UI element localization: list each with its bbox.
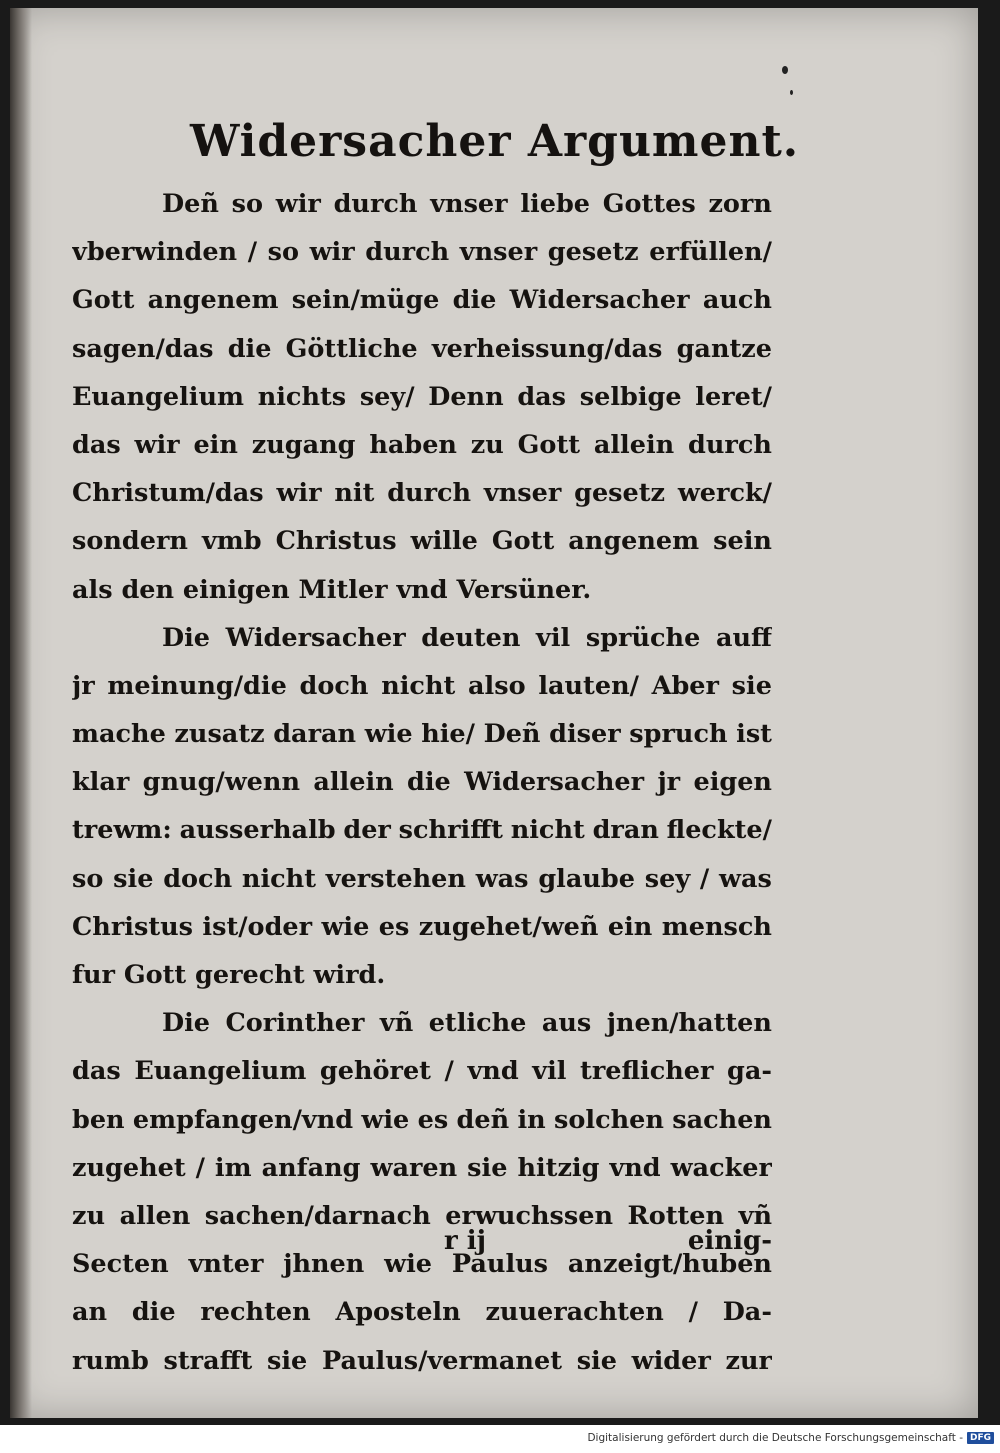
text-line: Die Corinther vñ etliche aus jnen/hatten <box>162 1008 772 1039</box>
signature-mark: r ij <box>444 1226 487 1256</box>
text-line: zu allen sachen/darnach erwuchssen Rotten vñ <box>72 1200 772 1231</box>
ink-spot <box>782 66 788 74</box>
text-line: Secten vnter jhnen wie Paulus anzeigt/huben <box>72 1249 772 1280</box>
text-line: Deñ so wir durch vnser liebe Gottes zorn <box>162 189 772 219</box>
text-line: Christus ist/oder wie es zugehet/weñ ein mensch <box>72 911 772 942</box>
catchword: einig- <box>687 1226 772 1256</box>
text-line: an die rechten Aposteln zuuerachten / Da- <box>72 1297 772 1328</box>
credit-text: Digitalisierung gefördert durch die Deutsche Forschungsgemeinschaft - <box>587 1432 963 1444</box>
page-footer <box>72 1226 772 1266</box>
book-page <box>10 8 978 1418</box>
text-line: Euangelium nichts sey/ Denn das selbige leret/ <box>72 381 772 412</box>
text-line: jr meinung/die doch nicht also lauten/ Aber sie <box>72 670 772 701</box>
digitization-credit <box>587 1432 994 1444</box>
text-line: zugehet / im anfang waren sie hitzig vnd wacker <box>72 1152 772 1183</box>
text-line: sondern vmb Christus wille Gott angenem sein <box>72 526 772 557</box>
text-line: mache zusatz daran wie hie/ Deñ diser spruch ist <box>72 719 772 750</box>
page-heading: Widersacher Argument. <box>190 116 800 167</box>
text-line: ben empfangen/vnd wie es deñ in solchen sachen <box>72 1104 772 1135</box>
text-line: als den einigen Mitler vnd Versüner. <box>72 574 592 605</box>
text-line: so sie doch nicht verstehen was glaube sey / was <box>72 863 772 894</box>
text-line: klar gnug/wenn allein die Widersacher jr eigen <box>72 767 772 798</box>
ink-spot <box>790 90 793 95</box>
text-line: trewm: ausserhalb der schrifft nicht dran fleckte/ <box>72 815 772 846</box>
dfg-logo: DFG <box>967 1432 994 1444</box>
body-text <box>72 180 772 1385</box>
text-line: sagen/das die Göttliche verheissung/das gantze <box>72 333 772 364</box>
text-line: Gott angenem sein/müge die Widersacher auch <box>72 285 772 316</box>
text-line: rumb strafft sie Paulus/vermanet sie wider zur <box>72 1345 772 1376</box>
text-line: Die Widersacher deuten vil sprüche auff <box>162 622 772 653</box>
page-gutter <box>10 8 32 1418</box>
text-line: das wir ein zugang haben zu Gott allein durch <box>72 429 772 460</box>
text-line: vberwinden / so wir durch vnser gesetz erfüllen/ <box>72 237 772 268</box>
text-line: fur Gott gerecht wird. <box>72 960 386 990</box>
text-line: Christum/das wir nit durch vnser gesetz werck/ <box>72 478 772 509</box>
text-line: das Euangelium gehöret / vnd vil treflicher ga- <box>72 1056 772 1087</box>
